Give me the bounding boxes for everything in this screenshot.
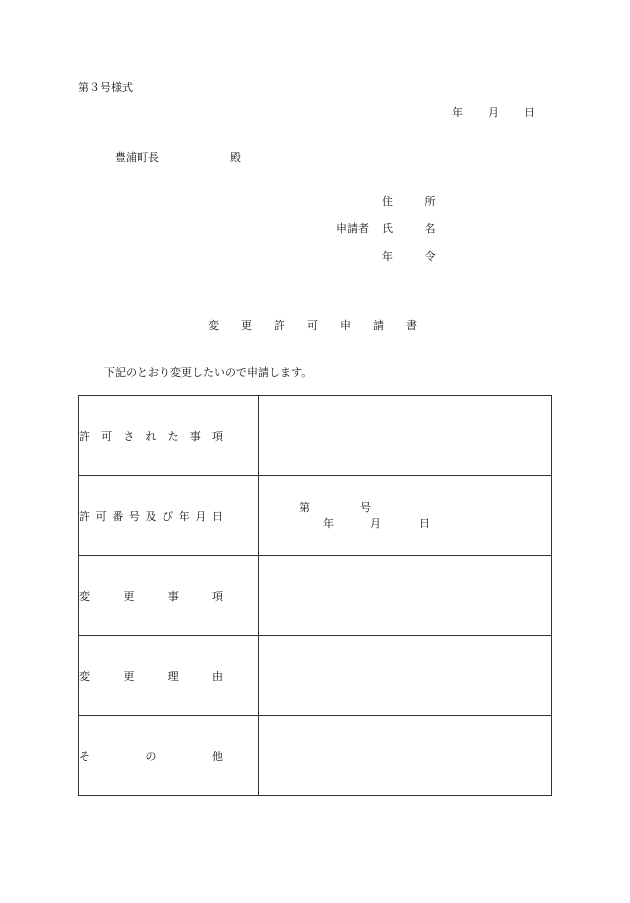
date-year-label: 年 [452, 106, 463, 119]
change-matter-field[interactable] [259, 556, 552, 636]
applicant-name-label: 氏 名 [382, 222, 450, 235]
date-day-label: 日 [524, 106, 535, 119]
permit-number-date-label: 許 可 番 号 及 び 年 月 日 [79, 476, 259, 556]
change-reason-field[interactable] [259, 636, 552, 716]
addressee-honorific: 殿 [230, 151, 241, 164]
addressee-name: 豊浦町長 [115, 151, 159, 164]
table-row [79, 716, 552, 796]
permit-year-label: 年 [323, 517, 334, 530]
applicant-age-label: 年 令 [382, 250, 450, 263]
applicant-address-label: 住 所 [382, 195, 450, 208]
change-matter-label: 変 更 事 項 [79, 556, 259, 636]
permitted-matter-label: 許 可 さ れ た 事 項 [79, 396, 259, 476]
permit-number-suffix: 号 [360, 501, 371, 514]
other-field[interactable] [259, 716, 552, 796]
table-row [79, 556, 552, 636]
date-month-label: 月 [488, 106, 499, 119]
change-reason-label: 変 更 理 由 [79, 636, 259, 716]
permit-number-prefix: 第 [299, 501, 310, 514]
application-table [78, 395, 552, 796]
applicant-label: 申請者 [336, 222, 369, 235]
table-row [79, 636, 552, 716]
permit-number-date-field[interactable] [259, 476, 552, 556]
table-row [79, 476, 552, 556]
other-label: そ の 他 [79, 716, 259, 796]
permit-month-label: 月 [370, 517, 381, 530]
intro-text: 下記のとおり変更したいので申請します。 [104, 366, 313, 379]
permit-day-label: 日 [419, 517, 430, 530]
form-number: 第３号様式 [78, 81, 133, 94]
permitted-matter-field[interactable] [259, 396, 552, 476]
document-title: 変更許可申請書 [208, 319, 439, 332]
table-row [79, 396, 552, 476]
